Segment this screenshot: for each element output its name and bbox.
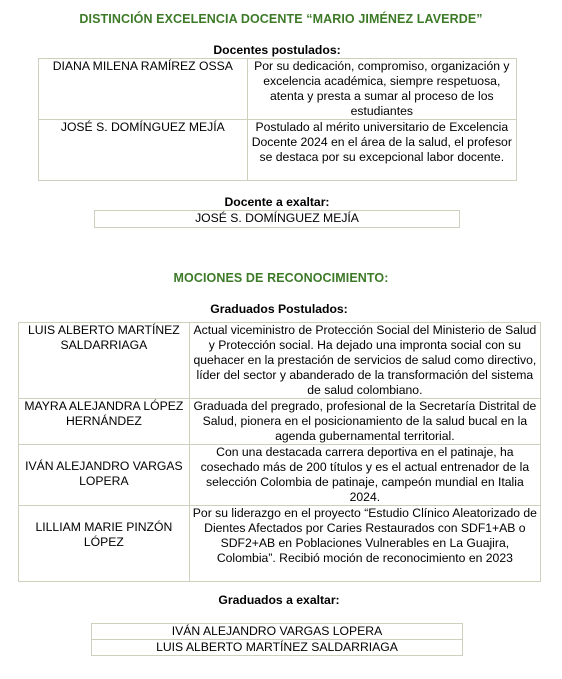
docentes-postulados-table xyxy=(38,58,517,181)
graduados-postulados-table xyxy=(18,322,541,582)
table-row xyxy=(19,323,541,399)
nominee-description: Graduada del pregrado, profesional de la Secretaría Distrital de Salud, pionera en el posicionamiento de la salud bucal en la agenda gubernamental territorial. xyxy=(189,399,540,445)
graduados-postulados-label: Graduados Postulados: xyxy=(210,302,348,316)
honoree-name: JOSÉ S. DOMÍNGUEZ MEJÍA xyxy=(195,211,359,225)
table-row xyxy=(19,399,541,445)
nominee-name: JOSÉ S. DOMÍNGUEZ MEJÍA xyxy=(39,120,248,181)
nominee-name: DIANA MILENA RAMÍREZ OSSA xyxy=(39,59,248,120)
docente-exaltar-box xyxy=(94,210,460,228)
section-title-excelencia-docente: DISTINCIÓN EXCELENCIA DOCENTE “MARIO JIMÉNEZ LAVERDE” xyxy=(79,12,483,26)
table-row xyxy=(92,624,463,640)
nominee-name: LILLIAM MARIE PINZÓN LÓPEZ xyxy=(19,506,190,582)
section-title-mociones: MOCIONES DE RECONOCIMIENTO: xyxy=(173,271,389,285)
graduados-exaltar-label: Graduados a exaltar: xyxy=(218,593,340,607)
honoree-name: LUIS ALBERTO MARTÍNEZ SALDARRIAGA xyxy=(92,640,463,656)
table-row xyxy=(39,120,517,181)
nominee-description: Con una destacada carrera deportiva en el patinaje, ha cosechado más de 200 títulos y es el actual entrenador de la selección Colombia de patinaje, campeón mundial en Italia 2024. xyxy=(189,445,540,506)
honoree-name: IVÁN ALEJANDRO VARGAS LOPERA xyxy=(92,624,463,640)
table-row xyxy=(19,506,541,582)
nominee-name: IVÁN ALEJANDRO VARGAS LOPERA xyxy=(19,445,190,506)
nominee-description: Actual viceministro de Protección Social del Ministerio de Salud y Protección social. Ha dejado una impronta social con su quehacer en la prestación de servicios de salud como directivo, líder del sector y abanderado de la transformación del sistema de salud colombiano. xyxy=(189,323,540,399)
nominee-description: Por su liderazgo en el proyecto “Estudio Clínico Aleatorizado de Dientes Afectados por Caries Restaurados con SDF1+AB o SDF2+AB en Poblaciones Vulnerables en La Guajira, Colombia”. Recibió moción de reconocimiento en 2023 xyxy=(189,506,540,582)
table-row xyxy=(92,640,463,656)
nominee-name: MAYRA ALEJANDRA LÓPEZ HERNÁNDEZ xyxy=(19,399,190,445)
graduados-exaltar-table xyxy=(91,623,463,656)
table-row xyxy=(19,445,541,506)
nominee-name: LUIS ALBERTO MARTÍNEZ SALDARRIAGA xyxy=(19,323,190,399)
nominee-description: Postulado al mérito universitario de Excelencia Docente 2024 en el área de la salud, el profesor se destaca por su excepcional labor docente. xyxy=(247,120,516,181)
docentes-postulados-label: Docentes postulados: xyxy=(213,43,341,57)
nominee-description: Por su dedicación, compromiso, organización y excelencia académica, siempre respetuosa, atenta y presta a sumar al proceso de los estudiantes xyxy=(247,59,516,120)
table-row xyxy=(39,59,517,120)
docente-exaltar-label: Docente a exaltar: xyxy=(224,195,330,209)
